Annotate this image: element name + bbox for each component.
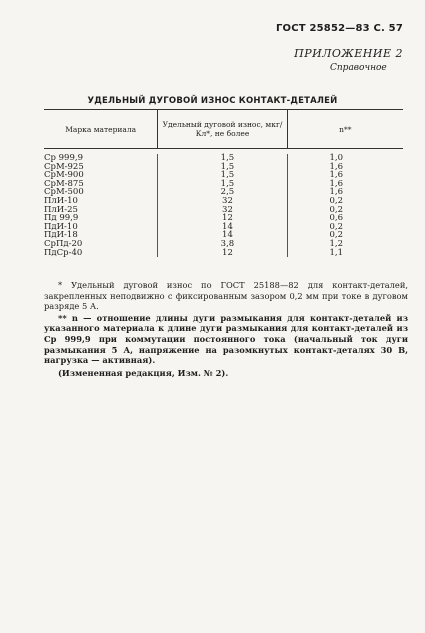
cell-material: ПдИ-18: [44, 230, 78, 241]
footnote-wear: * Удельный дуговой износ по ГОСТ 25188—82 для контакт-деталей, закрепленных неподвижно с фиксированным зазором 0,2 мм при токе в дуговом разряде 5 А.: [44, 280, 408, 312]
header-wear: Удельный дуговой износ, мкг/Кл*, не более: [157, 110, 287, 148]
cell-wear: 1,5: [220, 153, 235, 163]
header-material: Марка материала: [65, 124, 137, 134]
cell-n: 1,2: [329, 238, 344, 249]
cell-n: 1,6: [329, 161, 344, 172]
column-n: [288, 154, 403, 257]
cell-material: СрПд-20: [44, 238, 83, 249]
cell-n: 0,2: [329, 204, 344, 215]
wear-table: [44, 109, 403, 257]
cell-material: ПлИ-25: [44, 204, 78, 215]
cell-material: СрМ-900: [44, 170, 84, 181]
header-n: n**: [339, 124, 352, 134]
cell-wear: 1,5: [220, 161, 235, 172]
column-wear: [157, 154, 287, 257]
column-material: [44, 154, 157, 257]
table-title: УДЕЛЬНЫЙ ДУГОВОЙ ИЗНОС КОНТАКТ-ДЕТАЛЕЙ: [87, 96, 338, 106]
cell-material: ПлИ-10: [44, 195, 78, 206]
table-header: [44, 109, 403, 149]
cell-n: 1,6: [329, 187, 344, 198]
cell-n: 0,2: [329, 230, 344, 241]
cell-n: 1,6: [329, 170, 344, 181]
cell-n: 1,6: [329, 178, 344, 189]
footnote-n: ** n — отношение длины дуги размыкания для контакт-деталей из указанного материала к длине дуги размыкания для контакт-деталей из Ср 999,9 при коммутации постоянного тока (начальный ток дуги размыкания 5 А, напряжение на разомкнутых контакт-деталях 30 В, нагрузка — активная).: [44, 312, 408, 366]
cell-wear: 2,5: [220, 187, 235, 198]
cell-n: 1,0: [329, 153, 344, 163]
cell-material: ПдИ-10: [44, 221, 78, 232]
cell-material: Ср 999,9: [44, 153, 83, 163]
cell-wear: 12: [222, 247, 233, 258]
cell-material: СрМ-500: [44, 187, 84, 198]
cell-n: 0,2: [329, 195, 344, 206]
cell-wear: 12: [222, 213, 233, 224]
revision-note: (Измененная редакция, Изм. № 2).: [58, 367, 229, 378]
footnotes: [44, 280, 408, 379]
cell-wear: 14: [222, 230, 233, 241]
cell-wear: 14: [222, 221, 233, 232]
cell-wear: 3,8: [220, 238, 235, 249]
cell-material: ПдСр-40: [44, 247, 83, 258]
cell-material: СрМ-875: [44, 178, 84, 189]
table-body: [44, 149, 403, 257]
cell-material: СрМ-925: [44, 161, 84, 172]
cell-wear: 32: [222, 195, 233, 206]
page-header: ГОСТ 25852—83 С. 57: [275, 23, 403, 34]
cell-wear: 1,5: [220, 178, 235, 189]
appendix-title: ПРИЛОЖЕНИЕ 2: [294, 47, 403, 60]
cell-n: 0,6: [329, 213, 344, 224]
cell-material: Пд 99,9: [44, 213, 79, 224]
appendix-subtitle: Справочное: [330, 63, 387, 73]
cell-wear: 1,5: [220, 170, 235, 181]
cell-n: 1,1: [329, 247, 344, 258]
cell-wear: 32: [222, 204, 233, 215]
cell-n: 0,2: [329, 221, 344, 232]
